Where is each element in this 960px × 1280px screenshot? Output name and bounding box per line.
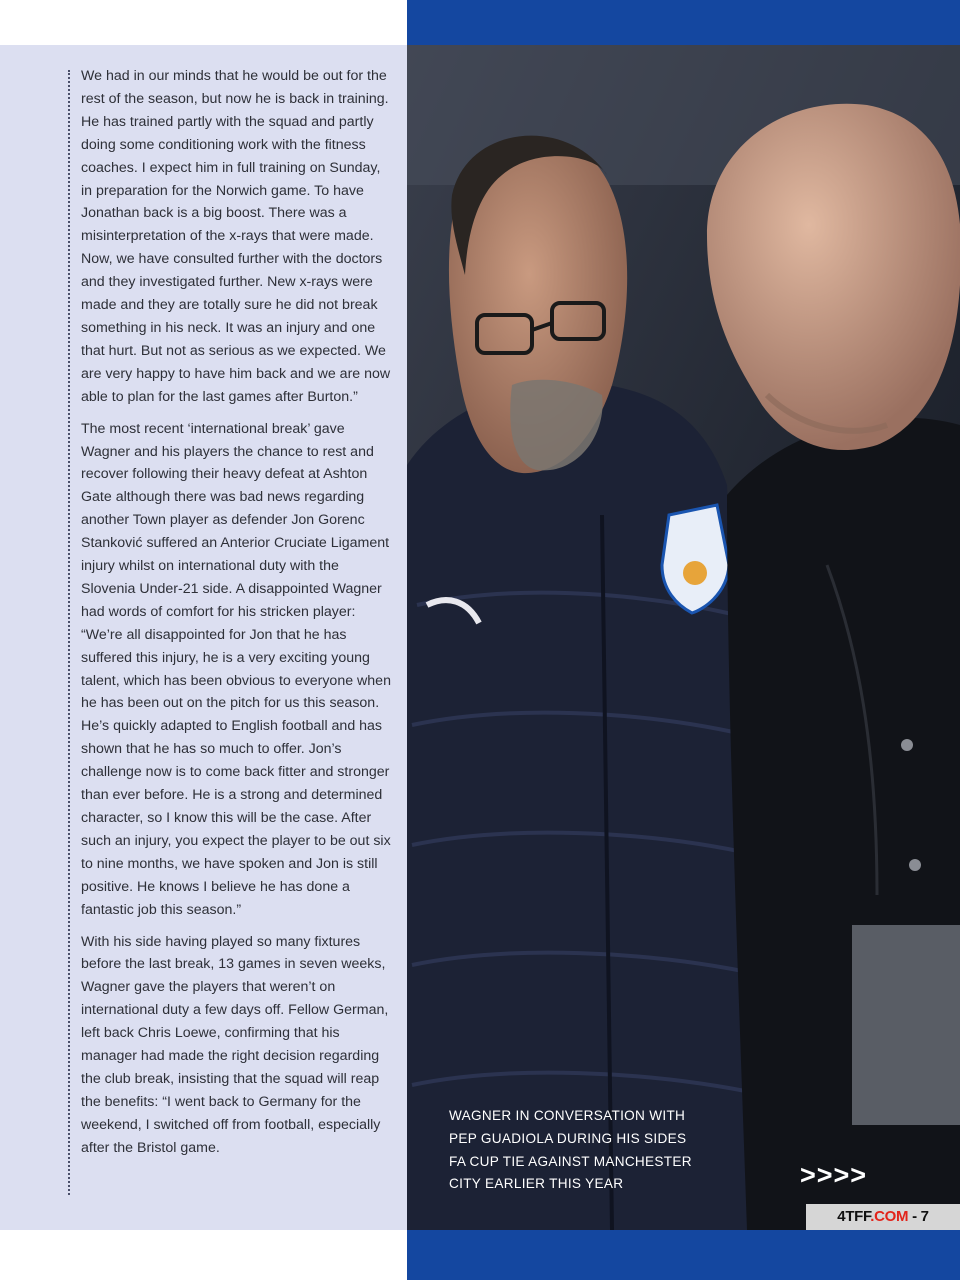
dotted-margin-rule xyxy=(68,70,70,1195)
continue-arrows: >>>> xyxy=(800,1160,868,1190)
bottom-color-band xyxy=(407,1230,960,1280)
brand-suffix: .COM xyxy=(870,1208,909,1225)
article-paragraph-1: We had in our minds that he would be out for the rest of the season, but now he is back in training. He has trained partly with the squad and partly doing some conditioning work with the fitness coaches. I expect him in full training on Sunday, in preparation for the Norwich game. To have Jonathan back is a big boost. There was a misinterpretation of the x-rays that were made. Now, we have consulted further with the doctors and they investigated further. New x-rays were made and they are totally sure he did not break something in his neck. It was an injury and one that hurt. But not as serious as we expected. We are very happy to have him back and we are now able to plan for the last games after Burton.” xyxy=(81,68,391,405)
page-folio xyxy=(806,1204,960,1230)
top-color-band xyxy=(407,0,960,45)
article-body xyxy=(81,65,393,1169)
brand-prefix: 4TFF xyxy=(837,1208,871,1225)
article-paragraph-3: With his side having played so many fixtures before the last break, 13 games in seven weeks, Wagner gave the players that weren’t on international duty a few days off. Fellow German, left back Chris Loewe, confirming that his manager had made the right decision regarding the club break, insisting that the squad will reap the benefits: “I went back to Germany for the weekend, I switched off from football, especially after the Bristol game. xyxy=(81,933,389,1156)
managers-photo xyxy=(407,45,960,1230)
photo-caption: WAGNER IN CONVERSATION WITH PEP GUADIOLA DURING HIS SIDES FA CUP TIE AGAINST MANCHESTER CITY EARLIER THIS YEAR xyxy=(449,1108,692,1192)
article-paragraph-2: The most recent ‘international break’ gave Wagner and his players the chance to rest and recover following their heavy defeat at Ashton Gate although there was bad news regarding another Town player as defender Jon Gorenc Stanković suffered an Anterior Cruciate Ligament injury whilst on international duty with the Slovenia Under-21 side. A disappointed Wagner had words of comfort for his stricken player: “We’re all disappointed for Jon that he has suffered this injury, he is a very exciting young talent, which has been obvious to everyone when he has been out on the pitch for us this season. He’s quickly adapted to English football and has shown that he has so much to offer. Jon’s challenge now is to come back fitter and stronger than ever before. He is a strong and determined character, so I know this will be the case. After such an injury, you expect the player to be out six to nine months, we have spoken and Jon is still positive. He knows I believe he has done a fantastic job this season.” xyxy=(81,420,391,918)
page-number: - 7 xyxy=(908,1208,929,1225)
